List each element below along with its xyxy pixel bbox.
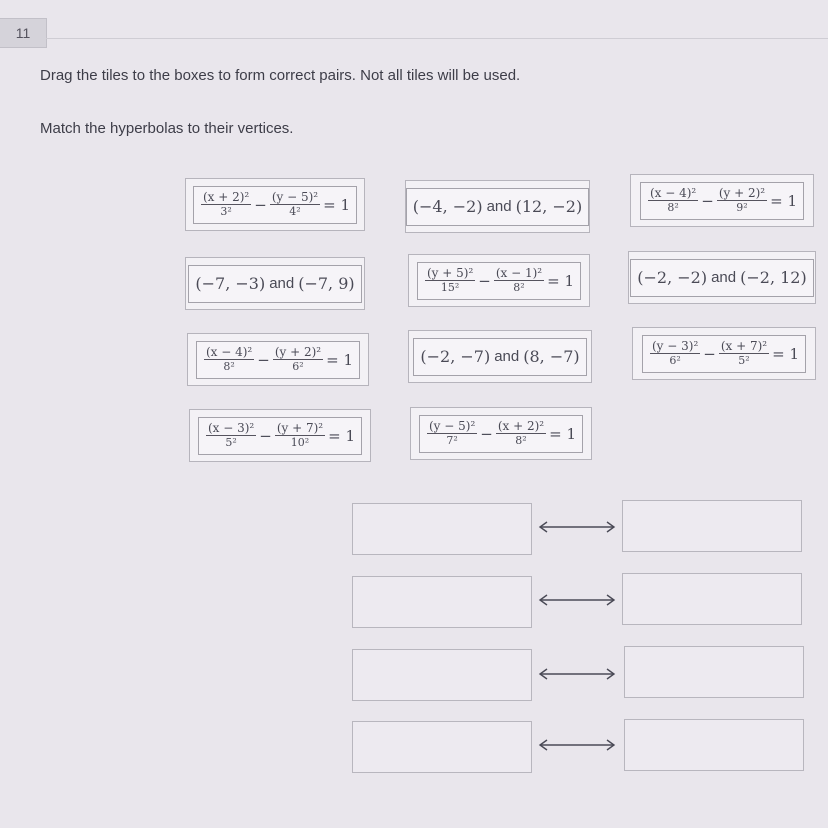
numerator: (y − 5)² [271,190,319,204]
vertex-b: (8, −7) [523,347,580,366]
and-label: and [486,198,512,215]
numerator: (x − 4)² [649,186,697,200]
equals-one: = 1 [326,350,353,369]
numerator: (x − 3)² [207,421,255,435]
numerator: (y − 3)² [651,339,699,353]
tile-inner [196,341,360,379]
denominator: 7² [427,433,477,447]
vertices-pair [188,265,361,303]
denominator: 8² [494,280,544,294]
equals-one: = 1 [772,344,799,363]
denominator: 8² [648,200,698,214]
denominator: 4² [270,204,320,218]
vertex-a: (−4, −2) [412,197,483,216]
equals-one: = 1 [549,424,576,443]
double-arrow-icon [537,667,617,681]
tile-vertices-4[interactable] [408,330,592,383]
vertex-a: (−2, −2) [637,268,708,287]
equals-one: = 1 [328,426,355,445]
tile-equation-6[interactable] [189,409,371,462]
minus-sign: − [254,195,267,214]
double-arrow-icon [537,593,617,607]
drop-box-right-1[interactable] [622,500,802,552]
hyperbola-equation [203,346,353,373]
minus-sign: − [257,350,270,369]
vertices-pair [413,338,586,376]
numerator: (x + 2)² [202,190,250,204]
header-divider [46,38,828,39]
minus-sign: − [259,426,272,445]
denominator: 8² [204,359,254,373]
and-label: and [494,348,520,365]
numerator: (x − 1)² [495,266,543,280]
minus-sign: − [703,344,716,363]
denominator: 3² [201,204,251,218]
tile-inner [419,415,583,453]
tile-inner [198,417,362,455]
drop-box-left-3[interactable] [352,649,532,701]
drop-box-right-2[interactable] [622,573,802,625]
minus-sign: − [701,191,714,210]
numerator: (x − 4)² [205,345,253,359]
numerator: (y + 7)² [276,421,324,435]
instructions-text: Drag the tiles to the boxes to form correct pairs. Not all tiles will be used. [40,67,521,84]
denominator: 15² [425,280,475,294]
numerator: (x + 7)² [720,339,768,353]
equals-one: = 1 [547,271,574,290]
denominator: 6² [650,353,700,367]
tile-inner [642,335,806,373]
equals-one: = 1 [770,191,797,210]
prompt-text: Match the hyperbolas to their vertices. [40,120,294,137]
vertex-a: (−2, −7) [420,347,491,366]
tile-equation-1[interactable] [185,178,365,231]
hyperbola-equation [647,187,797,214]
vertices-pair [630,259,813,297]
tile-vertices-3[interactable] [628,251,816,304]
vertex-b: (12, −2) [515,197,583,216]
hyperbola-equation [426,420,576,447]
tile-equation-2[interactable] [630,174,814,227]
hyperbola-equation [649,340,799,367]
tile-equation-4[interactable] [187,333,369,386]
drop-box-left-4[interactable] [352,721,532,773]
vertex-b: (−2, 12) [740,268,807,287]
vertices-pair [406,188,589,226]
equals-one: = 1 [323,195,350,214]
and-label: and [711,269,737,286]
tile-inner [193,186,357,224]
numerator: (y − 5)² [428,419,476,433]
numerator: (x + 2)² [497,419,545,433]
drop-box-left-2[interactable] [352,576,532,628]
double-arrow-icon [537,520,617,534]
tile-vertices-2[interactable] [185,257,365,310]
denominator: 9² [717,200,767,214]
denominator: 5² [206,435,256,449]
question-number: 11 [0,18,47,48]
numerator: (y + 2)² [718,186,766,200]
minus-sign: − [478,271,491,290]
tile-inner [640,182,804,220]
numerator: (y + 5)² [426,266,474,280]
tile-equation-3[interactable] [408,254,590,307]
drop-box-right-3[interactable] [624,646,804,698]
denominator: 10² [275,435,325,449]
vertex-a: (−7, −3) [195,274,266,293]
and-label: and [269,275,295,292]
hyperbola-equation [205,422,355,449]
denominator: 5² [719,353,769,367]
tile-equation-7[interactable] [410,407,592,460]
tile-equation-5[interactable] [632,327,816,380]
drop-box-left-1[interactable] [352,503,532,555]
drop-box-right-4[interactable] [624,719,804,771]
denominator: 6² [273,359,323,373]
denominator: 8² [496,433,546,447]
vertex-b: (−7, 9) [298,274,355,293]
hyperbola-equation [424,267,574,294]
tile-vertices-1[interactable] [405,180,590,233]
double-arrow-icon [537,738,617,752]
tile-inner [417,262,581,300]
hyperbola-equation [200,191,350,218]
minus-sign: − [480,424,493,443]
numerator: (y + 2)² [274,345,322,359]
